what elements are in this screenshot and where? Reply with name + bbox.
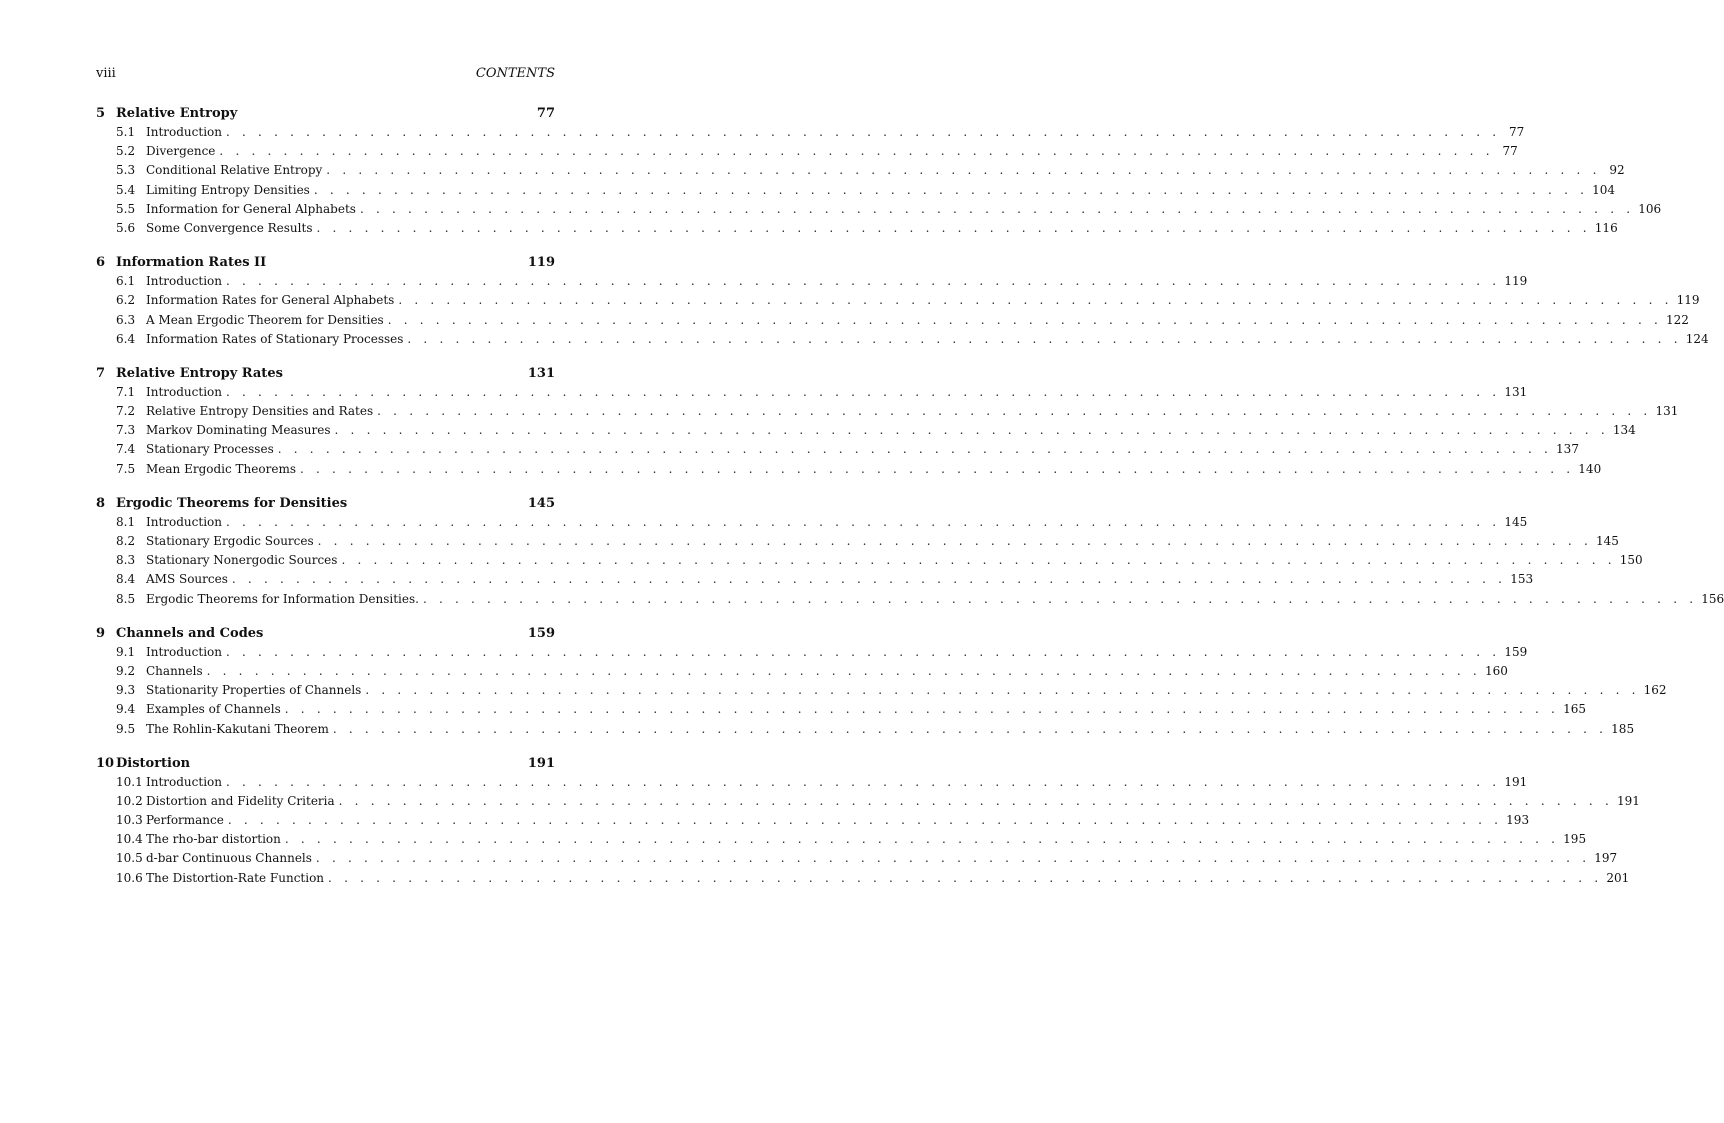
toc-entry[interactable] bbox=[96, 662, 1508, 681]
dot-leader: . . . . . . . . . . . . . . . . . . . . . . . . . . . . . . . . . . . . . . . . . . . . . . . . . . . . . . . . . . . . . . . . . . . . . . . . . . . . . . . . bbox=[219, 144, 1494, 159]
section-title: Ergodic Theorems for Information Densities. bbox=[146, 590, 423, 609]
chapter-number: 9 bbox=[96, 625, 106, 641]
section-page: 165 bbox=[1563, 702, 1586, 717]
section-page: 131 bbox=[1655, 404, 1679, 419]
toc-entry[interactable] bbox=[96, 402, 1679, 421]
section-title: Mean Ergodic Theorems bbox=[146, 460, 300, 479]
dot-leader: . . . . . . . . . . . . . . . . . . . . . . . . . . . . . . . . . . . . . . . . . . . . . . . . . . . . . . . . . . . . . . . . . . . . . . . . . . . . . . . . bbox=[315, 851, 1591, 866]
dot-leader: . . . . . . . . . . . . . . . . . . . . . . . . . . . . . . . . . . . . . . . . . . . . . . . . . . . . . . . . . . . . . . . . . . . . . . . . . . . . . . . . bbox=[206, 663, 1481, 678]
section-title: Introduction bbox=[146, 383, 226, 402]
page-number: viii bbox=[96, 66, 116, 81]
section-page: 77 bbox=[1502, 144, 1518, 159]
chapter-title: Distortion bbox=[116, 755, 191, 771]
section-number: 7.3 bbox=[116, 423, 136, 438]
dot-leader: . . . . . . . . . . . . . . . . . . . . . . . . . . . . . . . . . . . . . . . . . . . . . . . . . . . . . . . . . . . . . . . . . . . . . . . . . . . . . . . . bbox=[359, 201, 1635, 216]
section-title: Introduction bbox=[146, 643, 226, 662]
section-title: Information Rates of Stationary Processes bbox=[146, 330, 407, 349]
section-page: 119 bbox=[1504, 274, 1528, 289]
section-title: The Distortion-Rate Function bbox=[146, 869, 328, 888]
section-title: The rho-bar distortion bbox=[146, 830, 285, 849]
section-number: 9.3 bbox=[116, 683, 136, 698]
toc-entry[interactable] bbox=[96, 590, 1724, 609]
toc-entry[interactable] bbox=[96, 311, 1689, 330]
section-number: 8.2 bbox=[116, 534, 136, 548]
dot-leader: . . . . . . . . . . . . . . . . . . . . . . . . . . . . . . . . . . . . . . . . . . . . . . . . . . . . . . . . . . . . . . . . . . . . . . . . . . . . . . . . bbox=[328, 870, 1603, 885]
dot-leader: . . . . . . . . . . . . . . . . . . . . . . . . . . . . . . . . . . . . . . . . . . . . . . . . . . . . . . . . . . . . . . . . . . . . . . . . . . . . . . . . bbox=[226, 644, 1501, 659]
toc-entry[interactable] bbox=[96, 123, 1525, 142]
section-title: Channels bbox=[146, 662, 207, 681]
toc-entry[interactable] bbox=[96, 440, 1579, 459]
section-number: 10.4 bbox=[116, 832, 143, 847]
section-title: Limiting Entropy Densities bbox=[146, 181, 314, 200]
section-number: 10.3 bbox=[116, 813, 143, 828]
section-page: 122 bbox=[1666, 312, 1689, 327]
toc-entry[interactable] bbox=[96, 681, 1667, 700]
toc-entry[interactable] bbox=[96, 219, 1618, 238]
section-title: Distortion and Fidelity Criteria bbox=[146, 792, 339, 811]
dot-leader: . . . . . . . . . . . . . . . . . . . . . . . . . . . . . . . . . . . . . . . . . . . . . . . . . . . . . . . . . . . . . . . . . . . . . . . . . . . . . . . . bbox=[284, 702, 1560, 717]
section-number: 6.3 bbox=[116, 312, 136, 327]
chapter-title: Ergodic Theorems for Densities bbox=[116, 495, 348, 511]
running-title: CONTENTS bbox=[475, 66, 555, 81]
dot-leader: . . . . . . . . . . . . . . . . . . . . . . . . . . . . . . . . . . . . . . . . . . . . . . . . . . . . . . . . . . . . . . . . . . . . . . . . . . . . . . . . bbox=[377, 404, 1652, 419]
section-title: Conditional Relative Entropy bbox=[146, 161, 326, 180]
section-number: 10.5 bbox=[116, 851, 143, 866]
chapter-heading[interactable] bbox=[96, 624, 555, 643]
section-page: 106 bbox=[1638, 201, 1662, 216]
chapter-page: 145 bbox=[527, 495, 555, 511]
section-page: 191 bbox=[1504, 774, 1528, 789]
dot-leader: . . . . . . . . . . . . . . . . . . . . . . . . . . . . . . . . . . . . . . . . . . . . . . . . . . . . . . . . . . . . . . . . . . . . . . . . . . . . . . . . bbox=[407, 331, 1682, 346]
toc-entry[interactable] bbox=[96, 773, 1528, 792]
dot-leader: . . . . . . . . . . . . . . . . . . . . . . . . . . . . . . . . . . . . . . . . . . . . . . . . . . . . . . . . . . . . . . . . . . . . . . . . . . . . . . . . bbox=[226, 774, 1501, 789]
section-number: 9.4 bbox=[116, 702, 136, 717]
section-number: 8.1 bbox=[116, 514, 136, 529]
section-page: 193 bbox=[1506, 813, 1530, 828]
section-page: 201 bbox=[1606, 870, 1630, 885]
section-page: 156 bbox=[1701, 591, 1724, 606]
section-title: Stationary Nonergodic Sources bbox=[146, 551, 341, 570]
section-title: Introduction bbox=[146, 123, 226, 142]
section-number: 8.5 bbox=[116, 591, 136, 606]
dot-leader: . . . . . . . . . . . . . . . . . . . . . . . . . . . . . . . . . . . . . . . . . . . . . . . . . . . . . . . . . . . . . . . . . . . . . . . . . . . . . . . . bbox=[422, 591, 1698, 606]
dot-leader: . . . . . . . . . . . . . . . . . . . . . . . . . . . . . . . . . . . . . . . . . . . . . . . . . . . . . . . . . . . . . . . . . . . . . . . . . . . . . . . . bbox=[299, 461, 1575, 476]
chapter-heading[interactable] bbox=[96, 754, 555, 773]
dot-leader: . . . . . . . . . . . . . . . . . . . . . . . . . . . . . . . . . . . . . . . . . . . . . . . . . . . . . . . . . . . . . . . . . . . . . . . . . . . . . . . . bbox=[316, 220, 1591, 235]
chapter-block bbox=[96, 104, 1662, 238]
chapter-number: 7 bbox=[96, 365, 106, 381]
section-page: 145 bbox=[1504, 514, 1528, 529]
chapter-page: 119 bbox=[527, 255, 555, 271]
section-title: Markov Dominating Measures bbox=[146, 421, 335, 440]
section-number: 8.3 bbox=[116, 553, 136, 568]
toc-entry[interactable] bbox=[96, 460, 1602, 479]
section-number: 10.1 bbox=[116, 774, 143, 789]
chapter-block bbox=[96, 494, 1724, 609]
section-page: 104 bbox=[1592, 182, 1616, 197]
section-page: 119 bbox=[1676, 293, 1700, 308]
toc-entry[interactable] bbox=[96, 811, 1530, 830]
toc-entry[interactable] bbox=[96, 720, 1635, 739]
chapter-heading[interactable] bbox=[96, 494, 555, 513]
section-page: 197 bbox=[1594, 851, 1618, 866]
toc-entry[interactable] bbox=[96, 161, 1625, 180]
toc-entry[interactable] bbox=[96, 869, 1630, 888]
section-page: 116 bbox=[1594, 220, 1618, 235]
dot-leader: . . . . . . . . . . . . . . . . . . . . . . . . . . . . . . . . . . . . . . . . . . . . . . . . . . . . . . . . . . . . . . . . . . . . . . . . . . . . . . . . bbox=[326, 163, 1601, 178]
section-page: 92 bbox=[1609, 163, 1625, 178]
chapter-page: 131 bbox=[527, 365, 555, 381]
chapter-title: Relative Entropy bbox=[116, 106, 238, 121]
toc-entry[interactable] bbox=[96, 792, 1640, 811]
section-title: Introduction bbox=[146, 773, 226, 792]
section-title: Introduction bbox=[146, 513, 226, 532]
section-page: 195 bbox=[1563, 832, 1587, 847]
toc-entry[interactable] bbox=[96, 142, 1518, 161]
toc-entry[interactable] bbox=[96, 200, 1662, 219]
section-page: 162 bbox=[1643, 683, 1667, 698]
dot-leader: . . . . . . . . . . . . . . . . . . . . . . . . . . . . . . . . . . . . . . . . . . . . . . . . . . . . . . . . . . . . . . . . . . . . . . . . . . . . . . . . bbox=[398, 293, 1673, 308]
chapter-block bbox=[96, 624, 1667, 739]
toc-entry[interactable] bbox=[96, 272, 1528, 291]
dot-leader: . . . . . . . . . . . . . . . . . . . . . . . . . . . . . . . . . . . . . . . . . . . . . . . . . . . . . . . . . . . . . . . . . . . . . . . . . . . . . . . . bbox=[341, 553, 1616, 568]
chapter-number: 5 bbox=[96, 106, 106, 121]
section-page: 124 bbox=[1685, 331, 1709, 346]
section-page: 140 bbox=[1578, 461, 1602, 476]
section-page: 145 bbox=[1595, 534, 1619, 548]
chapter-title: Relative Entropy Rates bbox=[116, 365, 283, 381]
dot-leader: . . . . . . . . . . . . . . . . . . . . . . . . . . . . . . . . . . . . . . . . . . . . . . . . . . . . . . . . . . . . . . . . . . . . . . . . . . . . . . . . bbox=[317, 534, 1592, 548]
section-title: Relative Entropy Densities and Rates bbox=[146, 402, 377, 421]
chapter-block bbox=[96, 364, 1679, 479]
section-page: 160 bbox=[1484, 663, 1508, 678]
chapter-number: 6 bbox=[96, 255, 106, 271]
chapter-page: 77 bbox=[536, 106, 555, 121]
dot-leader: . . . . . . . . . . . . . . . . . . . . . . . . . . . . . . . . . . . . . . . . . . . . . . . . . . . . . . . . . . . . . . . . . . . . . . . . . . . . . . . . bbox=[226, 125, 1501, 139]
section-number: 5.2 bbox=[116, 144, 136, 159]
section-title: The Rohlin-Kakutani Theorem bbox=[146, 720, 333, 739]
section-number: 7.2 bbox=[116, 404, 136, 419]
dot-leader: . . . . . . . . . . . . . . . . . . . . . . . . . . . . . . . . . . . . . . . . . . . . . . . . . . . . . . . . . . . . . . . . . . . . . . . . . . . . . . . . bbox=[227, 813, 1503, 828]
section-number: 9.2 bbox=[116, 663, 136, 678]
section-title: Divergence bbox=[146, 142, 219, 161]
section-page: 150 bbox=[1619, 553, 1643, 568]
section-title: Information for General Alphabets bbox=[146, 200, 360, 219]
dot-leader: . . . . . . . . . . . . . . . . . . . . . . . . . . . . . . . . . . . . . . . . . . . . . . . . . . . . . . . . . . . . . . . . . . . . . . . . . . . . . . . . bbox=[338, 793, 1613, 808]
section-title: Introduction bbox=[146, 272, 226, 291]
section-number: 5.4 bbox=[116, 182, 136, 197]
dot-leader: . . . . . . . . . . . . . . . . . . . . . . . . . . . . . . . . . . . . . . . . . . . . . . . . . . . . . . . . . . . . . . . . . . . . . . . . . . . . . . . . bbox=[231, 572, 1507, 587]
section-title: AMS Sources bbox=[146, 570, 232, 589]
section-title: Performance bbox=[146, 811, 228, 830]
section-number: 9.1 bbox=[116, 644, 136, 659]
chapter-title: Information Rates II bbox=[116, 255, 267, 271]
section-number: 8.4 bbox=[116, 572, 136, 587]
chapter-page: 191 bbox=[527, 755, 555, 771]
section-number: 6.4 bbox=[116, 331, 136, 346]
dot-leader: . . . . . . . . . . . . . . . . . . . . . . . . . . . . . . . . . . . . . . . . . . . . . . . . . . . . . . . . . . . . . . . . . . . . . . . . . . . . . . . . bbox=[313, 182, 1589, 197]
toc-entry[interactable] bbox=[96, 551, 1643, 570]
toc-entry[interactable] bbox=[96, 830, 1587, 849]
dot-leader: . . . . . . . . . . . . . . . . . . . . . . . . . . . . . . . . . . . . . . . . . . . . . . . . . . . . . . . . . . . . . . . . . . . . . . . . . . . . . . . . bbox=[277, 442, 1553, 457]
dot-leader: . . . . . . . . . . . . . . . . . . . . . . . . . . . . . . . . . . . . . . . . . . . . . . . . . . . . . . . . . . . . . . . . . . . . . . . . . . . . . . . . bbox=[332, 721, 1608, 736]
toc-entry[interactable] bbox=[96, 513, 1528, 532]
section-number: 7.1 bbox=[116, 384, 136, 399]
section-title: Stationarity Properties of Channels bbox=[146, 681, 365, 700]
dot-leader: . . . . . . . . . . . . . . . . . . . . . . . . . . . . . . . . . . . . . . . . . . . . . . . . . . . . . . . . . . . . . . . . . . . . . . . . . . . . . . . . bbox=[226, 514, 1501, 529]
section-number: 10.2 bbox=[116, 793, 143, 808]
section-number: 6.2 bbox=[116, 293, 136, 308]
table-of-contents bbox=[96, 104, 1724, 903]
chapter-block bbox=[96, 253, 1709, 349]
toc-entry[interactable] bbox=[96, 700, 1586, 719]
toc-entry[interactable] bbox=[96, 181, 1616, 200]
section-title: Some Convergence Results bbox=[146, 219, 316, 238]
section-number: 5.3 bbox=[116, 163, 136, 178]
dot-leader: . . . . . . . . . . . . . . . . . . . . . . . . . . . . . . . . . . . . . . . . . . . . . . . . . . . . . . . . . . . . . . . . . . . . . . . . . . . . . . . . bbox=[226, 274, 1501, 289]
chapter-number: 8 bbox=[96, 495, 106, 511]
section-number: 5.5 bbox=[116, 201, 136, 216]
chapter-block bbox=[96, 754, 1640, 888]
section-title: Stationary Processes bbox=[146, 440, 278, 459]
section-number: 7.4 bbox=[116, 442, 136, 457]
section-number: 9.5 bbox=[116, 721, 136, 736]
section-page: 131 bbox=[1504, 384, 1528, 399]
section-page: 134 bbox=[1612, 423, 1636, 438]
toc-entry[interactable] bbox=[96, 532, 1619, 551]
section-title: A Mean Ergodic Theorem for Densities bbox=[146, 311, 388, 330]
toc-entry[interactable] bbox=[96, 643, 1528, 662]
section-page: 153 bbox=[1510, 572, 1534, 587]
section-number: 10.6 bbox=[116, 870, 143, 885]
section-title: Stationary Ergodic Sources bbox=[146, 532, 318, 551]
chapter-heading[interactable] bbox=[96, 253, 555, 272]
section-page: 185 bbox=[1611, 721, 1635, 736]
toc-entry[interactable] bbox=[96, 330, 1709, 349]
section-page: 137 bbox=[1556, 442, 1579, 457]
section-page: 77 bbox=[1509, 125, 1525, 139]
dot-leader: . . . . . . . . . . . . . . . . . . . . . . . . . . . . . . . . . . . . . . . . . . . . . . . . . . . . . . . . . . . . . . . . . . . . . . . . . . . . . . . . bbox=[387, 312, 1663, 327]
toc-entry[interactable] bbox=[96, 291, 1700, 310]
dot-leader: . . . . . . . . . . . . . . . . . . . . . . . . . . . . . . . . . . . . . . . . . . . . . . . . . . . . . . . . . . . . . . . . . . . . . . . . . . . . . . . . bbox=[284, 832, 1560, 847]
section-number: 7.5 bbox=[116, 461, 136, 476]
dot-leader: . . . . . . . . . . . . . . . . . . . . . . . . . . . . . . . . . . . . . . . . . . . . . . . . . . . . . . . . . . . . . . . . . . . . . . . . . . . . . . . . bbox=[334, 423, 1609, 438]
chapter-number: 10 bbox=[96, 755, 115, 771]
section-title: d-bar Continuous Channels bbox=[146, 849, 316, 868]
dot-leader: . . . . . . . . . . . . . . . . . . . . . . . . . . . . . . . . . . . . . . . . . . . . . . . . . . . . . . . . . . . . . . . . . . . . . . . . . . . . . . . . bbox=[365, 683, 1640, 698]
chapter-page: 159 bbox=[527, 625, 555, 641]
toc-entry[interactable] bbox=[96, 849, 1618, 868]
section-number: 5.6 bbox=[116, 220, 136, 235]
section-title: Information Rates for General Alphabets bbox=[146, 291, 398, 310]
section-page: 159 bbox=[1504, 644, 1528, 659]
chapter-heading[interactable] bbox=[96, 104, 555, 123]
toc-entry[interactable] bbox=[96, 383, 1528, 402]
chapter-heading[interactable] bbox=[96, 364, 555, 383]
toc-entry[interactable] bbox=[96, 421, 1636, 440]
section-page: 191 bbox=[1616, 793, 1640, 808]
dot-leader: . . . . . . . . . . . . . . . . . . . . . . . . . . . . . . . . . . . . . . . . . . . . . . . . . . . . . . . . . . . . . . . . . . . . . . . . . . . . . . . . bbox=[226, 384, 1501, 399]
chapter-title: Channels and Codes bbox=[116, 625, 264, 641]
page-header bbox=[96, 66, 555, 84]
section-number: 6.1 bbox=[116, 274, 136, 289]
toc-entry[interactable] bbox=[96, 570, 1534, 589]
section-title: Examples of Channels bbox=[146, 700, 285, 719]
section-number: 5.1 bbox=[116, 125, 136, 139]
